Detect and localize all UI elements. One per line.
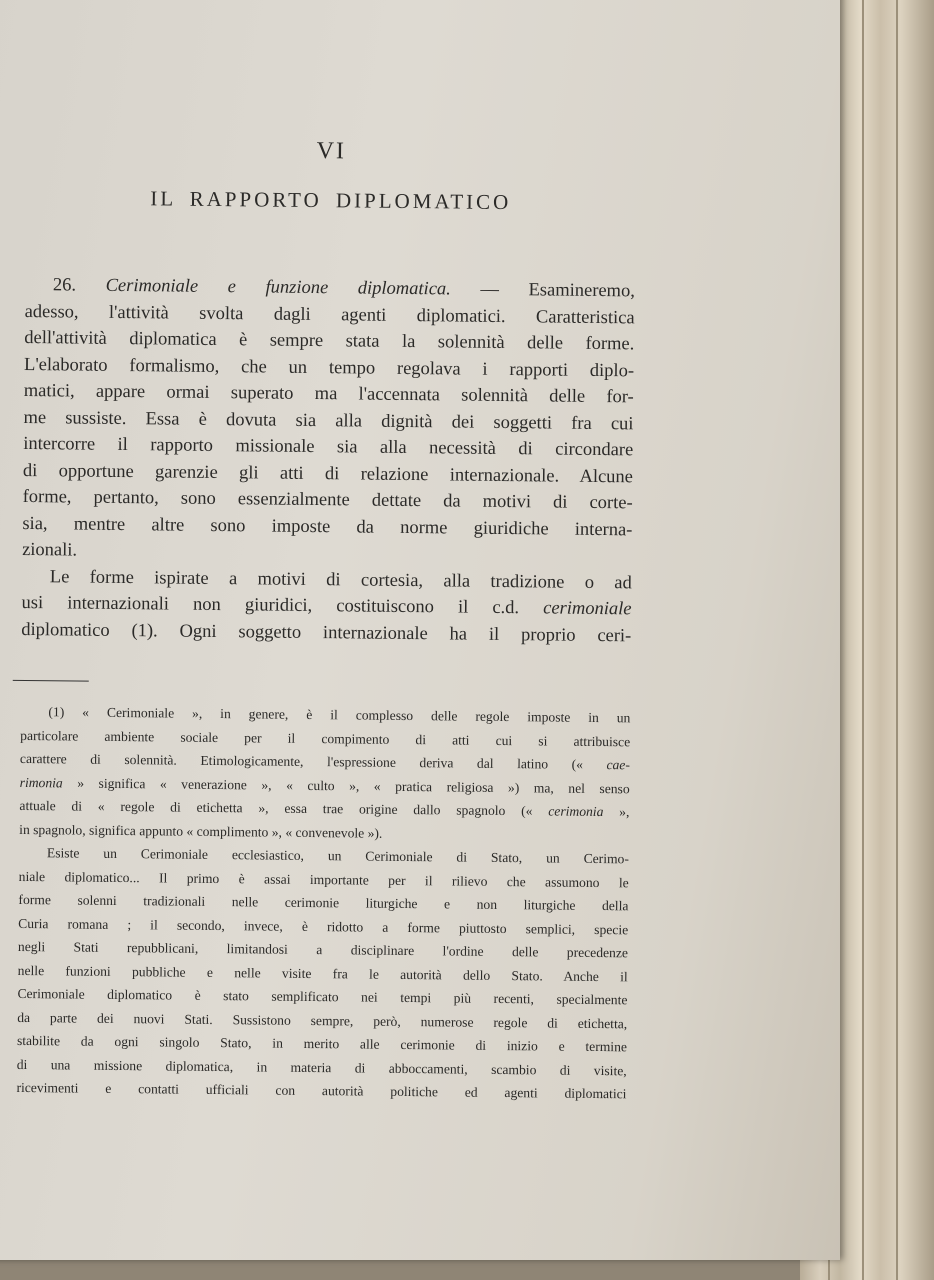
italic-text: cerimoniale [543,598,632,620]
chapter-number: VI [316,138,347,165]
text-segment: ricevimenti e contatti ufficiali con autorità politiche ed agenti diplomatici [16,1079,627,1102]
footnote-rule [13,680,89,682]
italic-text: cae- [606,757,630,773]
text-line [21,616,631,649]
text-segment: particolare ambiente sociale per il compimento di atti cui si attribuisce [20,727,631,749]
italic-text: Cerimoniale e funzione diplomatica. [105,275,451,300]
text-segment: (1) « Cerimoniale », in genere, è il complesso delle regole imposte in un [48,704,631,726]
text-segment: » significa « venerazione », « culto », « pratica religiosa ») ma, nel senso [62,774,630,796]
text-segment: 26. [52,275,106,296]
text-segment: Curia romana ; il secondo, invece, è ridotto a forme piuttosto semplici, specie [18,915,629,937]
text-segment: forme solenni tradizionali nelle cerimonie liturgiche e non liturgiche della [18,891,629,914]
chapter-title: IL RAPPORTO DIPLOMATICO [150,186,512,215]
text-segment: me sussiste. Essa è dovuta sia alla dignità dei soggetti fra cui [23,407,634,434]
footnotes [16,700,630,1106]
text-segment: intercorre il rapporto missionale sia alla necessità di circondare [23,433,634,461]
text-segment: matici, appare ormai superato ma l'accennata solennità delle for- [23,380,634,408]
text-segment: forme, pertanto, sono essenzialmente dettate da motivi di corte- [22,486,633,514]
text-segment: carattere di solennità. Etimologicamente, l'espressione deriva dal latino (« [19,750,607,773]
text-segment: Cerimoniale diplomatico è stato semplificato nei tempi più recenti, specialmente [17,985,628,1008]
text-segment: negli Stati repubblicani, limitandosi a disciplinare l'ordine delle precedenze [17,938,629,961]
text-segment: Esiste un Cerimoniale ecclesiastico, un Cerimoniale di Stato, un Cerimo- [46,845,630,867]
text-segment: stabilite da ogni singolo Stato, in merito alle cerimonie di inizio e termine [16,1032,628,1055]
text-segment: zionali. [22,539,78,561]
text-segment: dell'attività diplomatica è sempre stata la solennità delle forme. [24,327,635,355]
edge-line [896,0,898,1280]
text-segment: sia, mentre altre sono imposte da norme giuridiche interna- [22,513,633,540]
text-segment: attuale di « regole di etichetta », essa trae origine dallo spagnolo (« [19,797,549,819]
text-segment: in spagnolo, significa appunto « complimento », « convenevole »). [19,821,383,841]
text-segment: — Esamineremo, [450,279,635,302]
body-text [21,272,635,649]
edge-line [862,0,864,1280]
text-segment: diplomatico (1). Ogni soggetto internazionale ha il proprio ceri- [21,619,632,646]
text-segment: Le forme ispirate a motivi di cortesia, alla tradizione o ad [49,566,632,593]
text-segment: usi internazionali non giuridici, costituiscono il c.d. [21,592,544,619]
text-segment: di opportune garenzie gli atti di relazione internazionale. Alcune [22,460,634,487]
text-segment: adesso, l'attività svolta dagli agenti diplomatici. Caratteristica [24,301,635,328]
text-segment: di una missione diplomatica, in materia di abboccamenti, scambio di visite, [16,1056,627,1078]
text-segment: », [603,804,630,820]
text-segment: da parte dei nuovi Stati. Sussistono sempre, però, numerose regole di etichetta, [17,1009,628,1031]
italic-text: rimonia [19,774,63,790]
text-segment: L'elaborato formalismo, che un tempo regolava i rapporti diplo- [23,354,635,381]
text-segment: nelle funzioni pubbliche e nelle visite fra le autorità dello Stato. Anche il [17,962,628,984]
italic-text: cerimonia [548,803,604,820]
footnote-line [16,1076,626,1106]
text-segment: niale diplomatico... Il primo è assai importante per il rilievo che assumono le [18,868,629,890]
